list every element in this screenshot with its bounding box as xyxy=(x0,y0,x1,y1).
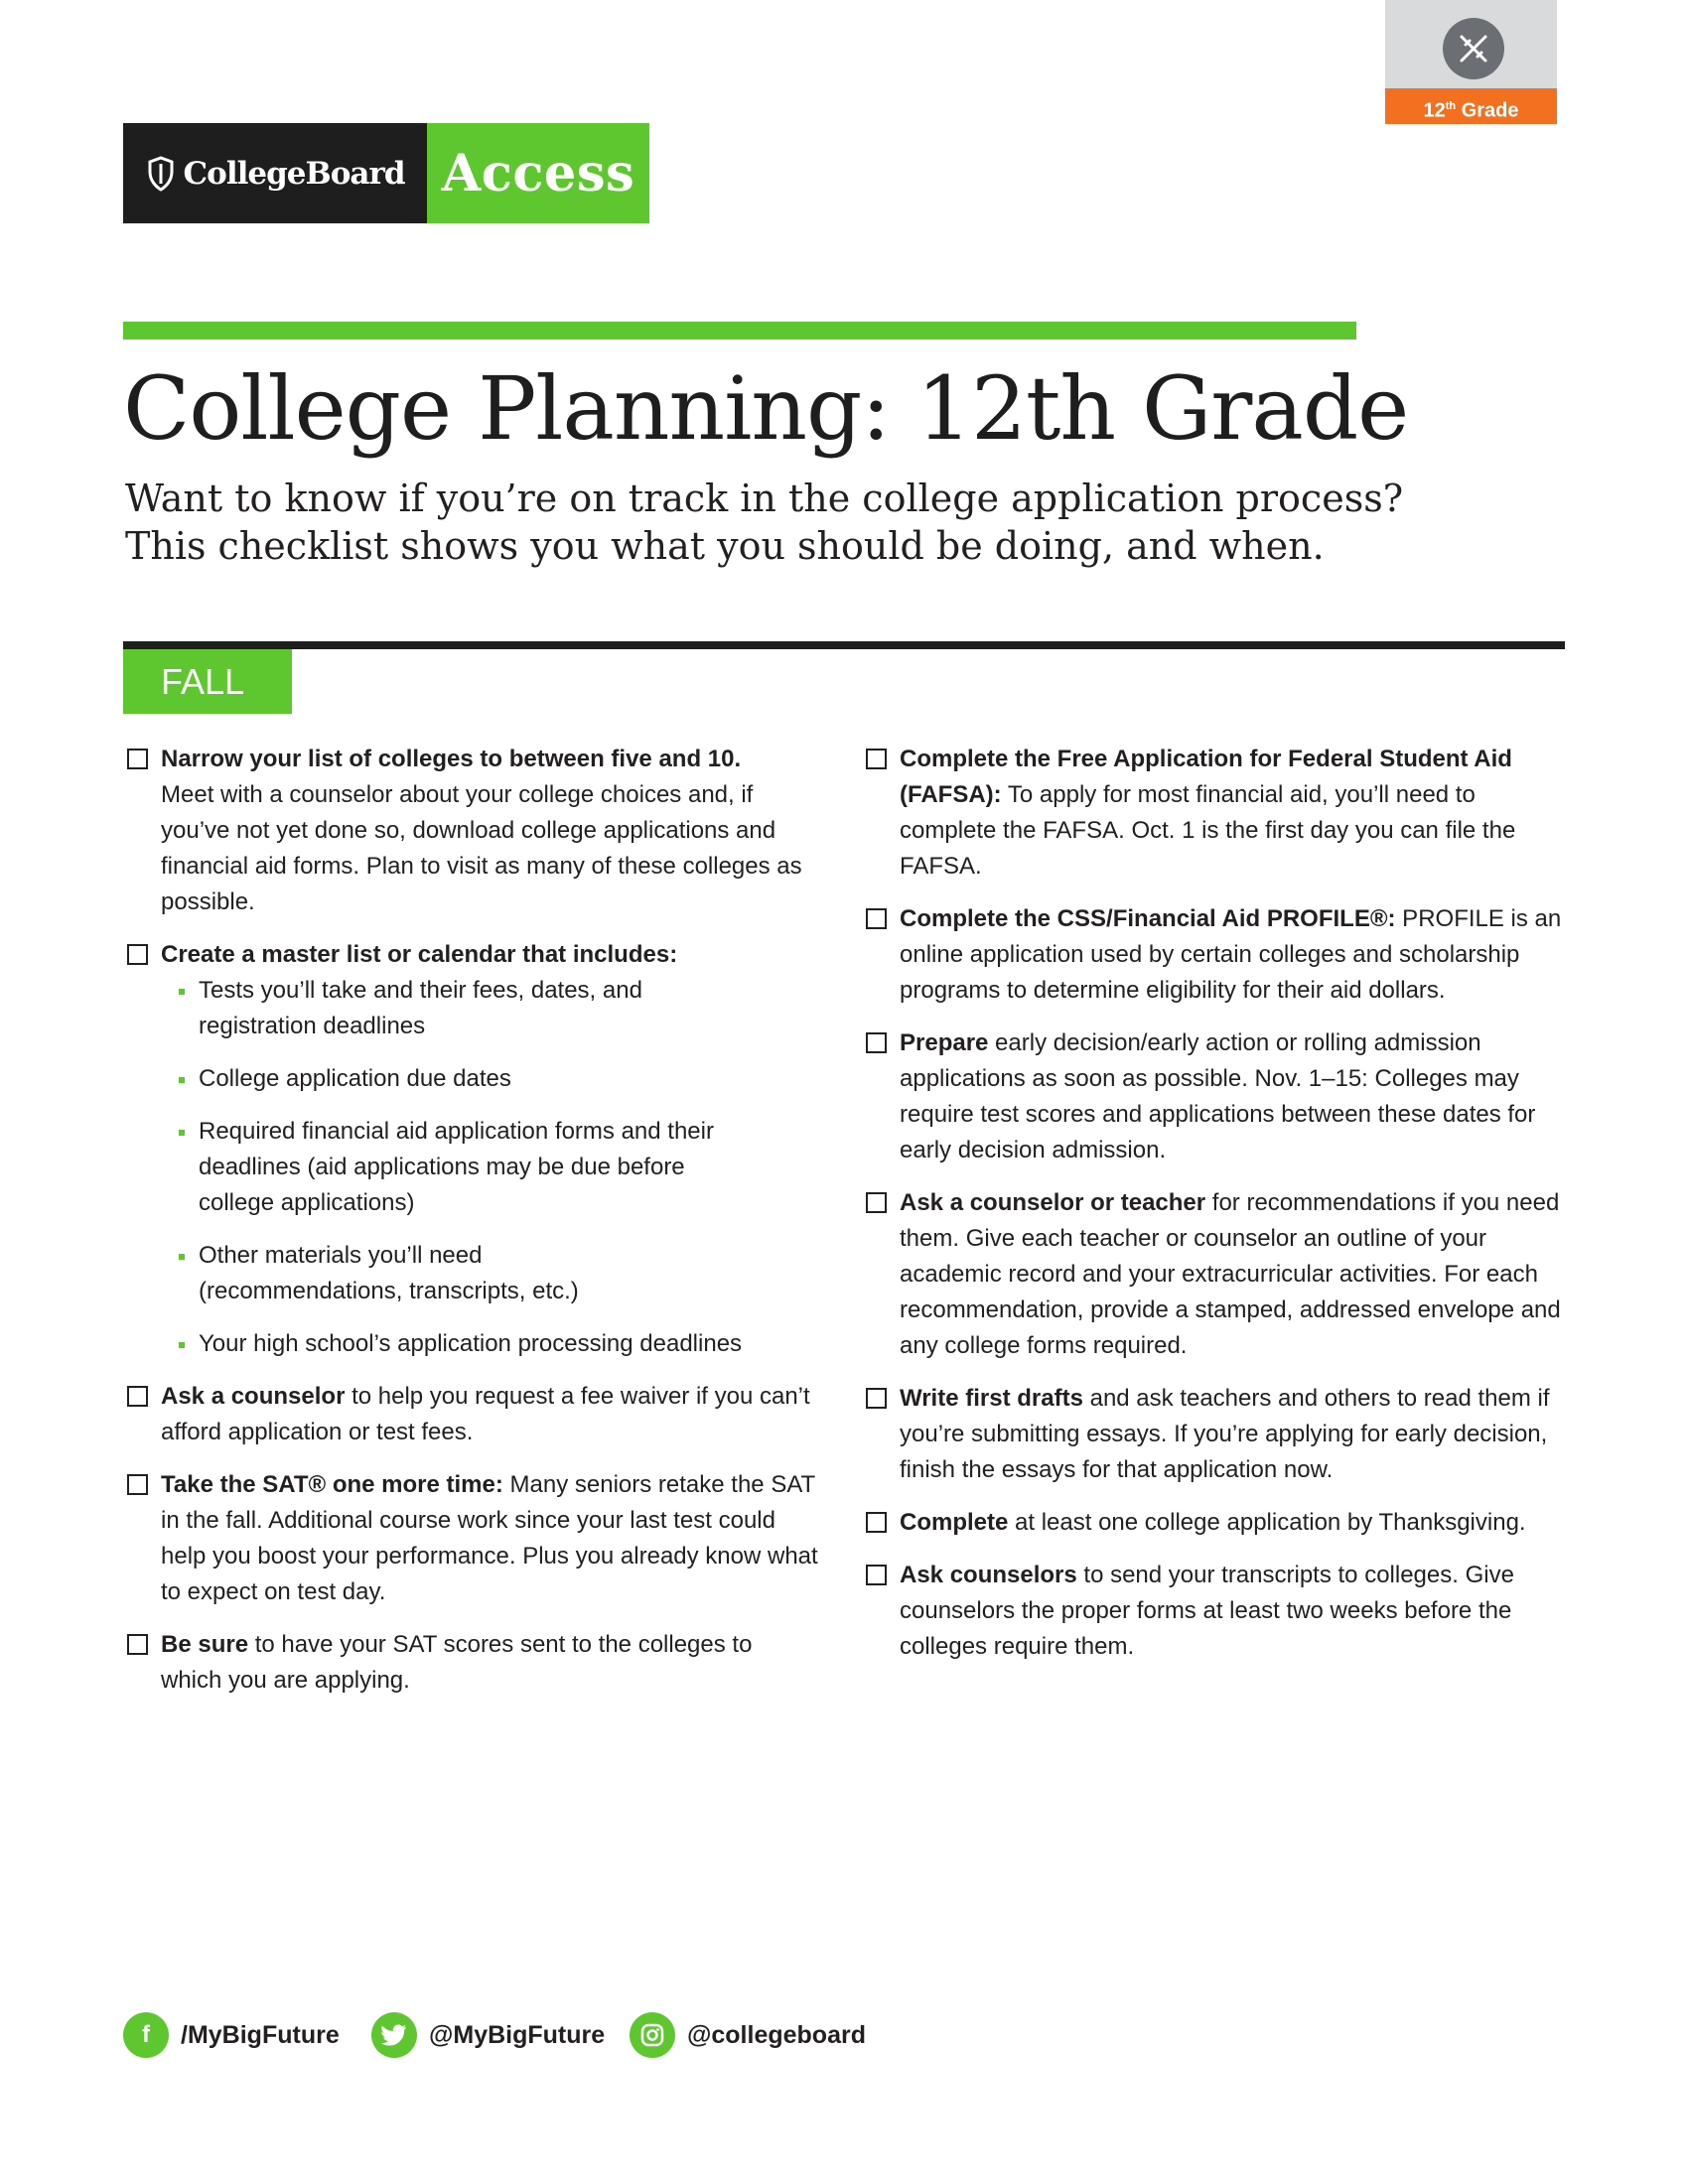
social-instagram[interactable] xyxy=(630,2012,866,2058)
checkbox[interactable] xyxy=(127,1634,148,1655)
checklist-item: Ask a counselor to help you request a fee waiver if you can’t afford application or test fees. xyxy=(123,1379,818,1450)
social-twitter[interactable] xyxy=(371,2012,605,2058)
checklist-item: Ask a counselor or teacher for recommendations if you need them. Give each teacher or counselor an outline of your academic record and your extracurricular activities. For each recommendation, provide a stamped, addressed envelope and any college forms required. xyxy=(862,1185,1567,1364)
section-badge-fall: FALL xyxy=(123,649,292,714)
master-list-subitems xyxy=(161,973,818,1362)
grade-tab xyxy=(1385,0,1557,124)
program-name: Access xyxy=(441,143,635,204)
twitter-handle[interactable]: @MyBigFuture xyxy=(429,2020,606,2049)
instagram-icon xyxy=(630,2012,675,2058)
checklist-item: Complete at least one college application by Thanksgiving. xyxy=(862,1505,1567,1541)
twitter-icon xyxy=(371,2012,417,2058)
checkbox[interactable] xyxy=(866,1192,887,1213)
instagram-handle[interactable]: @collegeboard xyxy=(687,2020,866,2049)
bullet-item: Other materials you’ll need (recommendations, transcripts, etc.) xyxy=(199,1238,635,1309)
checklist-left xyxy=(123,742,818,1715)
logo-bar xyxy=(123,123,649,223)
checkbox[interactable] xyxy=(127,1474,148,1495)
checkbox[interactable] xyxy=(866,908,887,929)
checklist-item: Write first drafts and ask teachers and others to read them if you’re submitting essays. If you’re applying for early decision, finish the essays for that application now. xyxy=(862,1381,1567,1488)
checkbox[interactable] xyxy=(127,944,148,965)
facebook-icon: f xyxy=(123,2012,169,2058)
brand-name: CollegeBoard xyxy=(183,155,405,192)
bullet-item: Required financial aid application forms and their deadlines (aid applications may be due before college applications) xyxy=(199,1114,715,1221)
facebook-handle[interactable]: /MyBigFuture xyxy=(181,2020,340,2049)
checkbox[interactable] xyxy=(127,1386,148,1407)
section-rule xyxy=(123,641,1565,649)
checklist-item: Prepare early decision/early action or rolling admission applications as soon as possible. Nov. 1–15: Colleges may require test scores and applications between these dates for early decision admission. xyxy=(862,1025,1567,1168)
pencil-ruler-icon xyxy=(1443,18,1504,79)
checkbox[interactable] xyxy=(866,1512,887,1533)
checkbox[interactable] xyxy=(866,1565,887,1585)
intro-text xyxy=(125,475,1404,570)
grade-label: 12th Grade xyxy=(1385,88,1557,124)
page-title: College Planning: 12th Grade xyxy=(123,357,1409,460)
social-facebook[interactable] xyxy=(123,2012,340,2058)
bullet-item: Your high school’s application processing deadlines xyxy=(199,1326,818,1362)
checkbox[interactable] xyxy=(866,1388,887,1409)
checklist-item: Complete the Free Application for Federal Student Aid (FAFSA): To apply for most financial aid, you’ll need to complete the FAFSA. Oct. 1 is the first day you can file the FAFSA. xyxy=(862,742,1567,885)
intro-line: This checklist shows you what you should be doing, and when. xyxy=(125,524,1325,568)
title-rule xyxy=(123,322,1356,340)
acorn-shield-icon xyxy=(146,156,176,192)
bullet-item: Tests you’ll take and their fees, dates, and registration deadlines xyxy=(199,973,715,1044)
checklist-item: Create a master list or calendar that includes: Tests you’ll take and their fees, dates, and registration deadlines College application due dates Required financial aid application forms and their deadlines (aid applications may be due before college applications) Other materials you’ll need (recommendations, transcripts, etc.) Your high school’s application processing deadlines xyxy=(123,937,818,1362)
checklist-item: Take the SAT® one more time: Many seniors retake the SAT in the fall. Additional course work since your last test could help you boost your performance. Plus you already know what to expect on test day. xyxy=(123,1467,818,1610)
checklist-item: Be sure to have your SAT scores sent to the colleges to which you are applying. xyxy=(123,1627,818,1699)
checklist-right xyxy=(862,742,1567,1682)
checklist-item: Complete the CSS/Financial Aid PROFILE®: PROFILE is an online application used by certain colleges and scholarship programs to determine eligibility for their aid dollars. xyxy=(862,901,1567,1009)
checkbox[interactable] xyxy=(866,749,887,769)
collegeboard-logo xyxy=(123,123,427,223)
access-logo xyxy=(427,123,649,223)
bullet-item: College application due dates xyxy=(199,1061,818,1097)
checkbox[interactable] xyxy=(866,1032,887,1053)
checklist-item: Narrow your list of colleges to between five and 10. Meet with a counselor about your college choices and, if you’ve not yet done so, download college applications and financial aid forms. Plan to visit as many of these colleges as possible. xyxy=(123,742,818,920)
intro-line: Want to know if you’re on track in the college application process? xyxy=(125,477,1404,520)
checklist-item: Ask counselors to send your transcripts to colleges. Give counselors the proper forms at least two weeks before the colleges require them. xyxy=(862,1558,1567,1665)
checkbox[interactable] xyxy=(127,749,148,769)
